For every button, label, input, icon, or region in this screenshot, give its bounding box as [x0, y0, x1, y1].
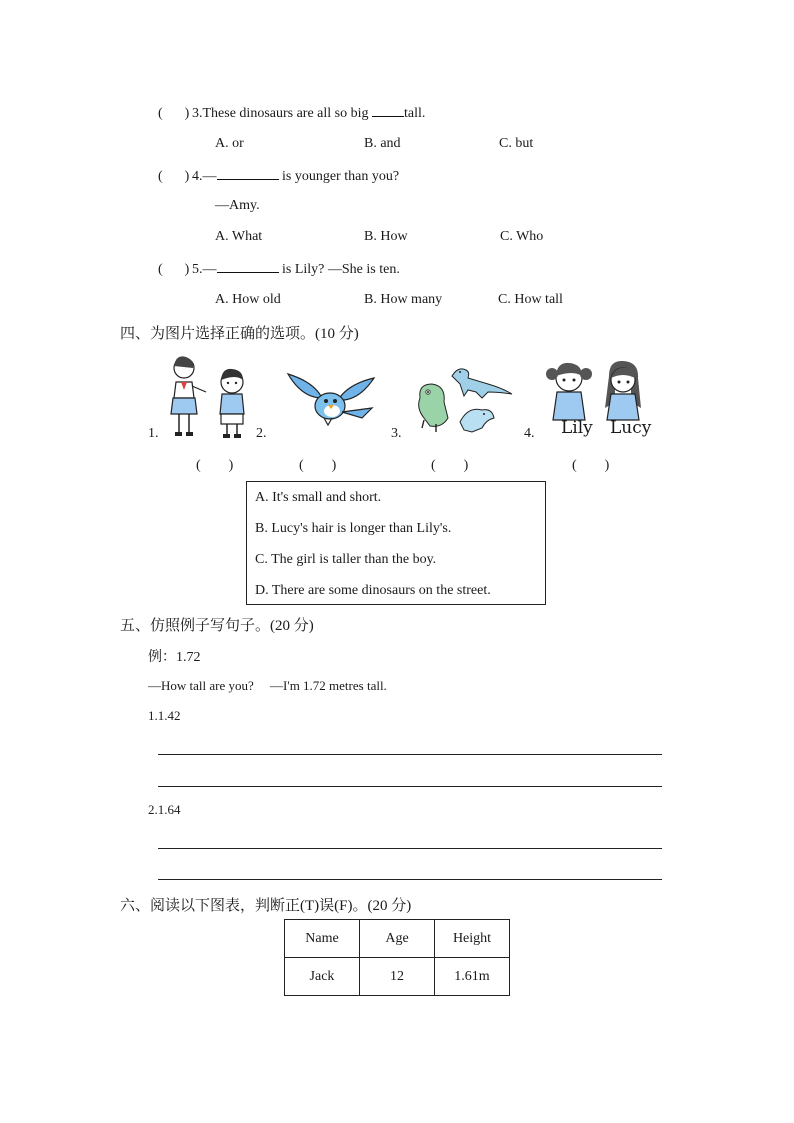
name-label-lucy: Lucy [610, 418, 652, 438]
question-4-answer-line: —Amy. [215, 198, 260, 213]
info-table [284, 919, 510, 996]
picture-2-answer-paren[interactable]: ( ) [299, 458, 337, 473]
option-c: C. Who [500, 229, 544, 244]
writing-line[interactable] [158, 754, 662, 755]
picture-3-answer-paren[interactable]: ( ) [431, 458, 469, 473]
picture-1-answer-paren[interactable]: ( ) [196, 458, 234, 473]
question-3-stem-end: tall. [404, 106, 426, 121]
question-5-stem-end: is Lily? —She is ten. [278, 262, 400, 277]
item-2-prompt: 2.1.64 [148, 802, 181, 817]
lily-and-lucy-illustration [543, 358, 647, 422]
section-6-title: 六、阅读以下图表，判断正(T)误(F)。(20 分) [120, 898, 412, 914]
choice-c: C. The girl is taller than the boy. [255, 552, 437, 567]
choice-b: B. Lucy's hair is longer than Lily's. [255, 521, 452, 536]
option-a: A. How old [215, 292, 281, 307]
item-1-prompt: 1.1.42 [148, 708, 181, 723]
picture-1-number: 1. [148, 426, 159, 441]
writing-line[interactable] [158, 879, 662, 880]
choice-d: D. There are some dinosaurs on the street. [255, 583, 491, 598]
table-cell: 12 [360, 958, 435, 996]
table-header-age: Age [360, 920, 435, 958]
picture-3-number: 3. [391, 426, 402, 441]
table-cell: Jack [285, 958, 360, 996]
question-3-stem-start: 3.These dinosaurs are all so big [192, 106, 373, 121]
writing-line[interactable] [158, 786, 662, 787]
question-4-stem-end: is younger than you? [278, 169, 400, 184]
choice-a: A. It's small and short. [255, 490, 382, 505]
example-label: 例：1.72 [148, 650, 201, 665]
answer-paren[interactable]: ( ) [158, 262, 190, 277]
option-c: C. but [499, 136, 534, 151]
option-b: B. How many [364, 292, 443, 307]
table-header-height: Height [435, 920, 510, 958]
question-3 [158, 104, 425, 122]
option-b: B. How [364, 229, 408, 244]
table-header-row [285, 920, 510, 958]
name-label-lily: Lily [561, 418, 593, 438]
question-4-stem-start: 4.— [192, 169, 217, 184]
girl-and-boy-illustration [164, 352, 254, 440]
section-5-title: 五、仿照例子写句子。(20 分) [120, 618, 314, 634]
bird-illustration [284, 368, 378, 430]
question-4 [158, 167, 399, 185]
picture-2-number: 2. [256, 426, 267, 441]
picture-4-answer-paren[interactable]: ( ) [572, 458, 610, 473]
writing-line[interactable] [158, 848, 662, 849]
answer-blank[interactable] [217, 260, 279, 273]
option-a: A. What [215, 229, 263, 244]
answer-paren[interactable]: ( ) [158, 106, 190, 121]
table-cell: 1.61m [435, 958, 510, 996]
option-c: C. How tall [498, 292, 563, 307]
question-5 [158, 260, 400, 278]
question-5-stem-start: 5.— [192, 262, 217, 277]
option-a: A. or [215, 136, 244, 151]
option-b: B. and [364, 136, 401, 151]
table-row [285, 958, 510, 996]
answer-blank[interactable] [217, 167, 279, 180]
section-4-title: 四、为图片选择正确的选项。(10 分) [120, 326, 359, 342]
answer-blank[interactable] [372, 104, 404, 117]
example-sentence: —How tall are you? —I'm 1.72 metres tall. [148, 678, 387, 693]
choices-box [246, 481, 546, 605]
dinosaurs-illustration [412, 362, 516, 438]
picture-4-number: 4. [524, 426, 535, 441]
answer-paren[interactable]: ( ) [158, 169, 190, 184]
table-header-name: Name [285, 920, 360, 958]
